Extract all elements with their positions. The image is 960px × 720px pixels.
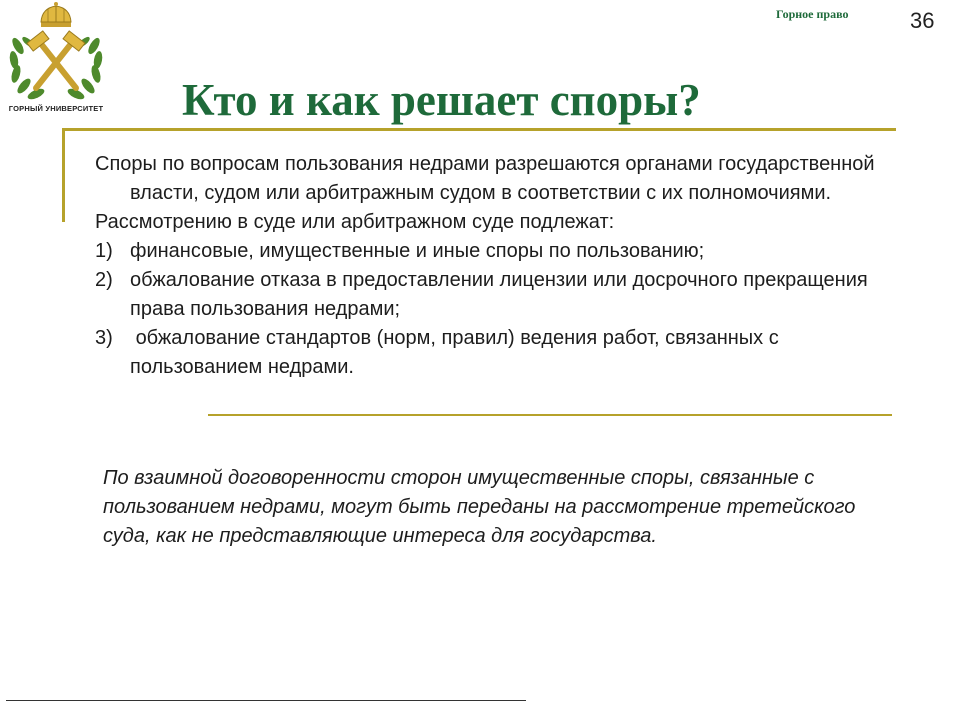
logo-caption: ГОРНЫЙ УНИВЕРСИТЕТ [8, 104, 104, 113]
bottom-divider [208, 414, 892, 416]
slide-body [95, 150, 885, 382]
footer-divider [6, 700, 526, 701]
crown-icon [41, 2, 71, 27]
list-text: обжалование отказа в предоставлении лицензии или досрочного прекращения права пользования недрами; [130, 269, 868, 320]
list-text: финансовые, имущественные и иные споры по пользованию; [130, 240, 705, 262]
list-item [95, 266, 885, 324]
list-text: обжалование стандартов (норм, правил) ведения работ, связанных с пользованием недрами. [130, 327, 785, 378]
laurel-wreath-icon [8, 35, 103, 101]
slide-title: Кто и как решает споры? [182, 75, 701, 125]
left-divider [62, 128, 65, 222]
page-number: 36 [910, 8, 935, 33]
mining-emblem-icon [4, 2, 108, 106]
body-paragraph: Споры по вопросам пользования недрами разрешаются органами государственной власти, судом или арбитражным судом в соответствии с их полномочиями. [95, 153, 875, 204]
course-title: Горное право [776, 7, 849, 21]
list-item [95, 237, 885, 266]
list-number: 2) [95, 269, 113, 291]
university-logo [4, 2, 108, 120]
list-item [95, 324, 885, 382]
body-paragraph: Рассмотрению в суде или арбитражном суде подлежат: [95, 211, 615, 233]
top-divider [62, 128, 896, 131]
italic-note: По взаимной договоренности сторон имущественные споры, связанные с пользованием недрами, могут быть переданы на рассмотрение третейского суда, как не представляющие интереса для государства. [103, 467, 856, 547]
list-number: 1) [95, 240, 113, 262]
list-number: 3) [95, 327, 113, 349]
crossed-hammers-icon [27, 31, 85, 88]
